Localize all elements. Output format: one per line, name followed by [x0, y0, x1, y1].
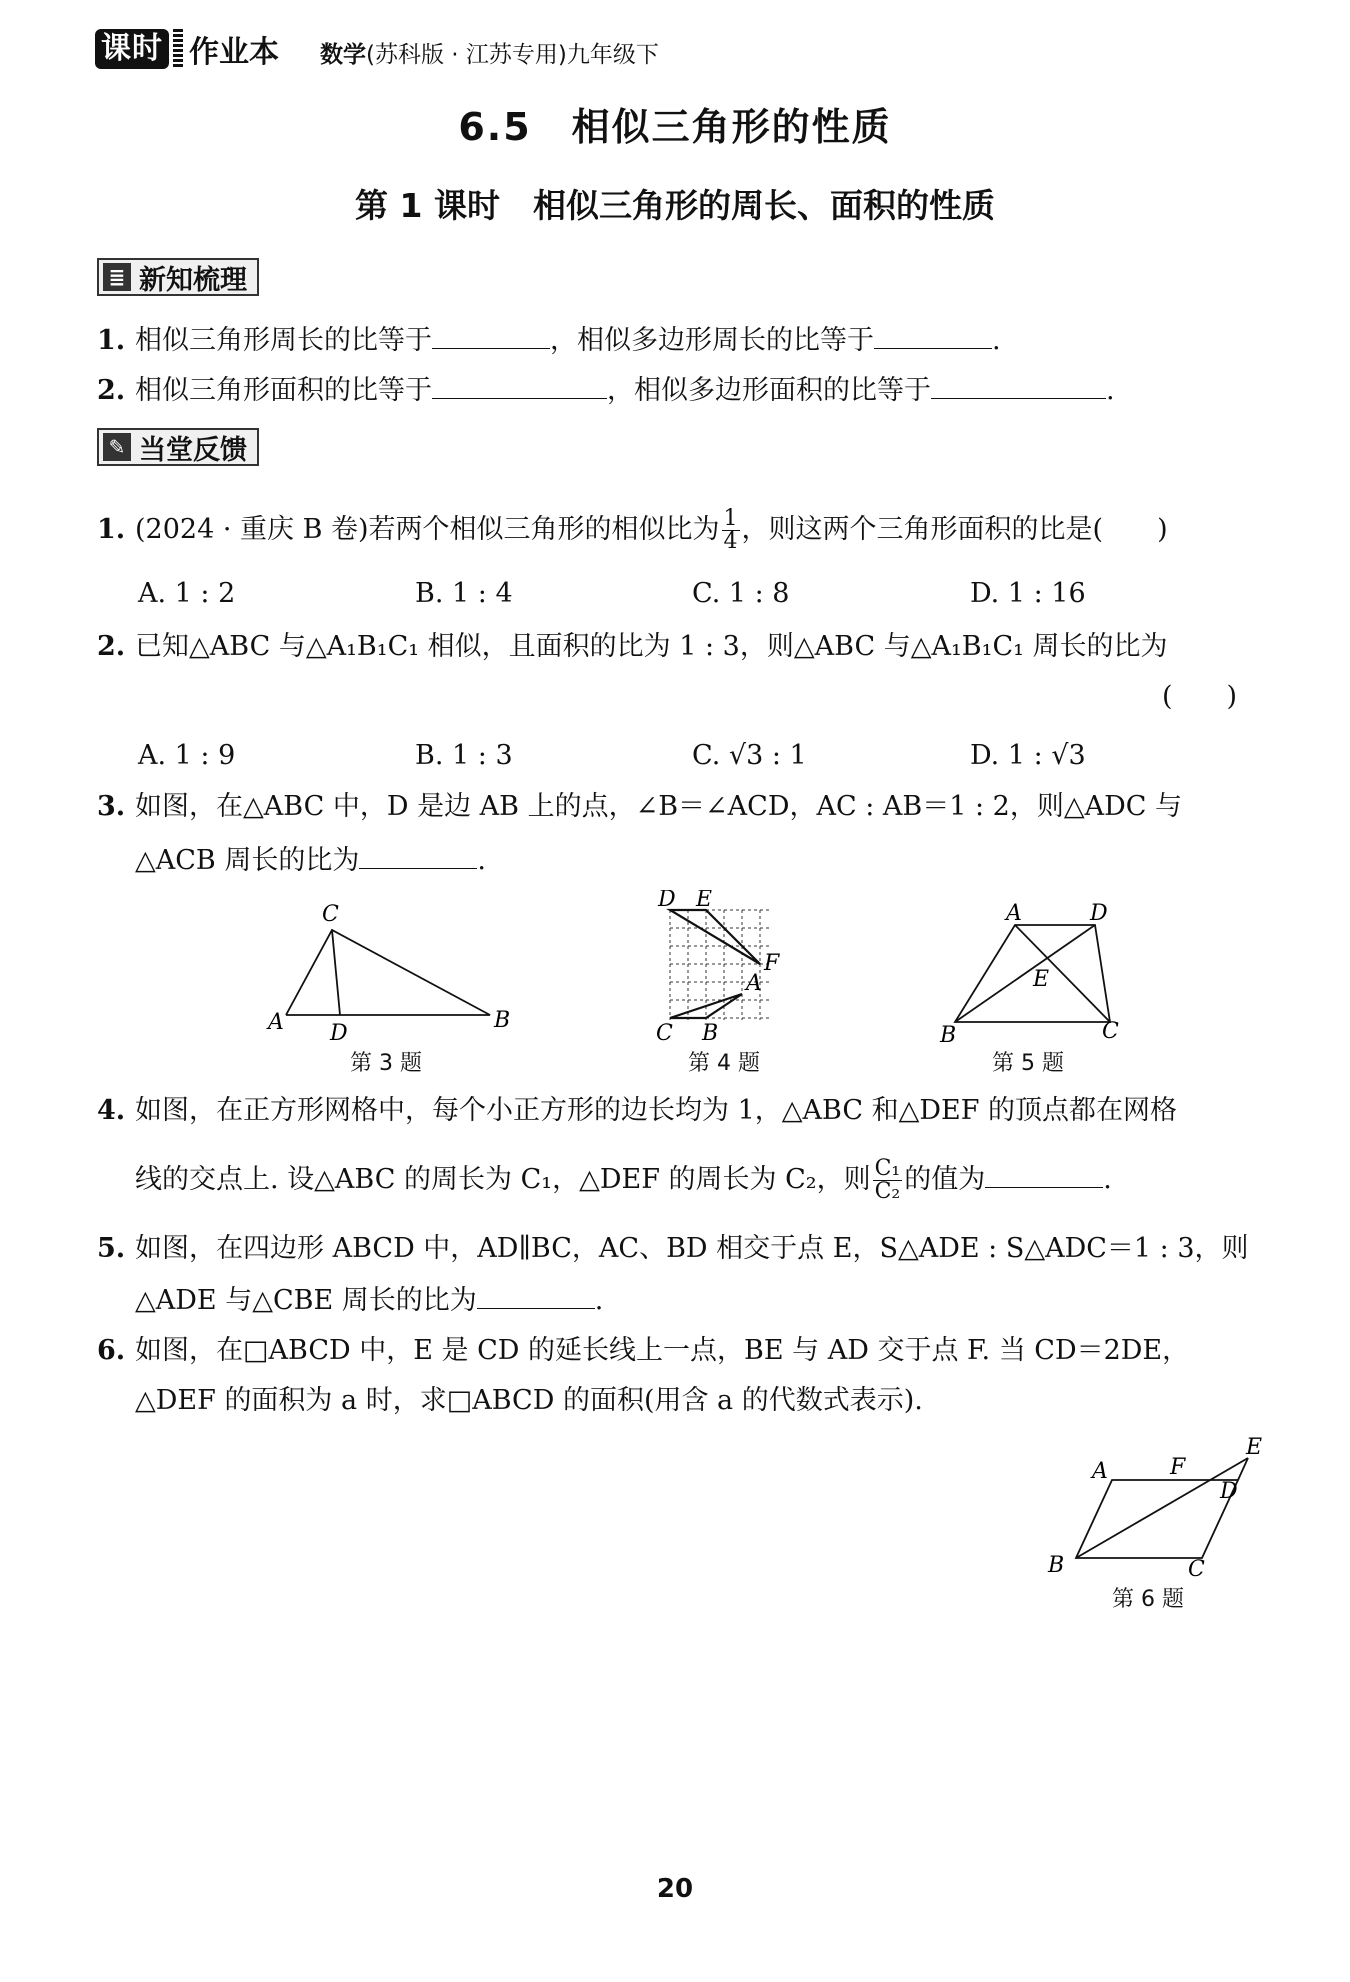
label-a: A	[268, 1010, 284, 1035]
label-d: D	[1220, 1479, 1238, 1504]
section-class-feedback	[97, 428, 259, 466]
header-subject	[320, 36, 659, 69]
question-6-line2: △DEF 的面积为 a 时，求□ABCD 的面积(用含 a 的代数式表示).	[135, 1385, 923, 1416]
section-title: 当堂反馈	[139, 434, 247, 466]
segment-cd	[332, 930, 340, 1015]
book-icon: ≣	[103, 263, 131, 291]
subject-name: 数学	[320, 42, 366, 68]
parallelogram-abcd	[1076, 1480, 1238, 1558]
question-4: 4. 如图，在正方形网格中，每个小正方形的边长均为 1，△ABC 和△DEF 的顶点都在网格	[97, 1095, 1178, 1126]
q2-option-c[interactable]: C. √3 : 1	[692, 740, 807, 771]
label-f: F	[1170, 1455, 1186, 1480]
label-b: B	[940, 1023, 957, 1045]
figure-5-caption: 第 5 题	[992, 1051, 1064, 1076]
figure-5-trapezoid	[930, 900, 1130, 1045]
triangle-abc	[286, 930, 490, 1015]
triangle-def	[670, 910, 760, 964]
label-c: C	[322, 902, 339, 927]
label-e: E	[696, 890, 713, 912]
q1-option-c[interactable]: C. 1 : 8	[692, 578, 790, 609]
page-title: 6.5 相似三角形的性质	[458, 105, 892, 149]
label-a: A	[746, 971, 762, 996]
label-a: A	[1092, 1459, 1108, 1484]
section-title: 新知梳理	[139, 264, 247, 296]
label-d: D	[1090, 901, 1108, 926]
q2-option-b[interactable]: B. 1 : 3	[415, 740, 513, 771]
question-5-line2: △ADE 与△CBE 周长的比为 .	[135, 1282, 603, 1318]
label-e: E	[1246, 1435, 1263, 1460]
answer-blank[interactable]	[359, 842, 477, 869]
subject-detail: (苏科版 · 江苏专用)九年级下	[366, 42, 659, 68]
header-logo	[95, 28, 279, 70]
label-c: C	[656, 1021, 673, 1046]
question-3: 3. 如图，在△ABC 中，D 是边 AB 上的点，∠B＝∠ACD，AC : AB＝1 : 2，则△ADC 与	[97, 791, 1183, 822]
label-d: D	[658, 890, 676, 912]
diagonal-bd	[955, 925, 1095, 1022]
knowledge-item-2: 2. 相似三角形面积的比等于 ，相似多边形面积的比等于 .	[97, 372, 1115, 408]
question-1: 1. (2024 · 重庆 B 卷)若两个相似三角形的相似比为 $\frac{1}{4}$ ，则这两个三角形面积的比是( )	[97, 506, 1168, 554]
label-b: B	[702, 1021, 719, 1046]
figure-4-grid	[650, 890, 810, 1050]
answer-blank[interactable]	[432, 322, 550, 349]
fraction: $\frac{\text{C₁}}{\text{C₂}}$	[874, 1156, 901, 1204]
answer-blank[interactable]	[432, 372, 607, 399]
label-f: F	[764, 951, 780, 976]
label-b: B	[494, 1008, 511, 1033]
figure-4-caption: 第 4 题	[688, 1051, 760, 1076]
figure-3-triangle	[260, 895, 520, 1045]
figure-6-caption: 第 6 题	[1112, 1587, 1184, 1612]
section-new-knowledge	[97, 258, 259, 296]
answer-blank[interactable]	[931, 372, 1106, 399]
page-number: 20	[656, 1874, 694, 1904]
label-c: C	[1188, 1557, 1205, 1580]
knowledge-item-1: 1. 相似三角形周长的比等于 ，相似多边形周长的比等于 .	[97, 322, 1001, 358]
label-b: B	[1048, 1553, 1065, 1578]
diagonal-ac	[1015, 925, 1110, 1022]
label-c: C	[1102, 1019, 1119, 1044]
question-5: 5. 如图，在四边形 ABCD 中，AD∥BC，AC、BD 相交于点 E，S△ADE : S△ADC＝1 : 3，则	[97, 1233, 1249, 1264]
logo-mark: 课时	[95, 29, 169, 69]
pencil-icon: ✎	[103, 433, 131, 461]
question-3-line2: △ACB 周长的比为 .	[135, 842, 486, 878]
logo-stripe	[173, 29, 183, 69]
answer-blank[interactable]	[985, 1161, 1103, 1188]
answer-blank[interactable]	[477, 1282, 595, 1309]
figure-6-parallelogram	[1040, 1430, 1270, 1580]
label-d: D	[330, 1021, 348, 1045]
q2-option-d[interactable]: D. 1 : √3	[970, 740, 1086, 771]
question-2: 2. 已知△ABC 与△A₁B₁C₁ 相似，且面积的比为 1 : 3，则△ABC 与△A₁B₁C₁ 周长的比为	[97, 631, 1168, 662]
label-e: E	[1033, 967, 1050, 992]
question-4-line2: 线的交点上. 设△ABC 的周长为 C₁，△DEF 的周长为 C₂，则 $\frac{\text{C₁}}{\text{C₂}}$ 的值为 .	[135, 1156, 1112, 1204]
q2-answer-paren[interactable]: ( )	[1162, 681, 1238, 712]
logo-text: 作业本	[189, 35, 279, 70]
answer-blank[interactable]	[874, 322, 992, 349]
q2-option-a[interactable]: A. 1 : 9	[138, 740, 236, 771]
q1-option-b[interactable]: B. 1 : 4	[415, 578, 513, 609]
lesson-subtitle: 第 1 课时 相似三角形的周长、面积的性质	[355, 186, 995, 225]
q1-option-d[interactable]: D. 1 : 16	[970, 578, 1086, 609]
label-a: A	[1006, 901, 1022, 926]
question-6: 6. 如图，在□ABCD 中，E 是 CD 的延长线上一点，BE 与 AD 交于点 F. 当 CD＝2DE，	[97, 1335, 1190, 1366]
figure-3-caption: 第 3 题	[350, 1051, 422, 1076]
q1-option-a[interactable]: A. 1 : 2	[138, 578, 236, 609]
fraction: $\frac{1}{4}$	[723, 506, 738, 554]
